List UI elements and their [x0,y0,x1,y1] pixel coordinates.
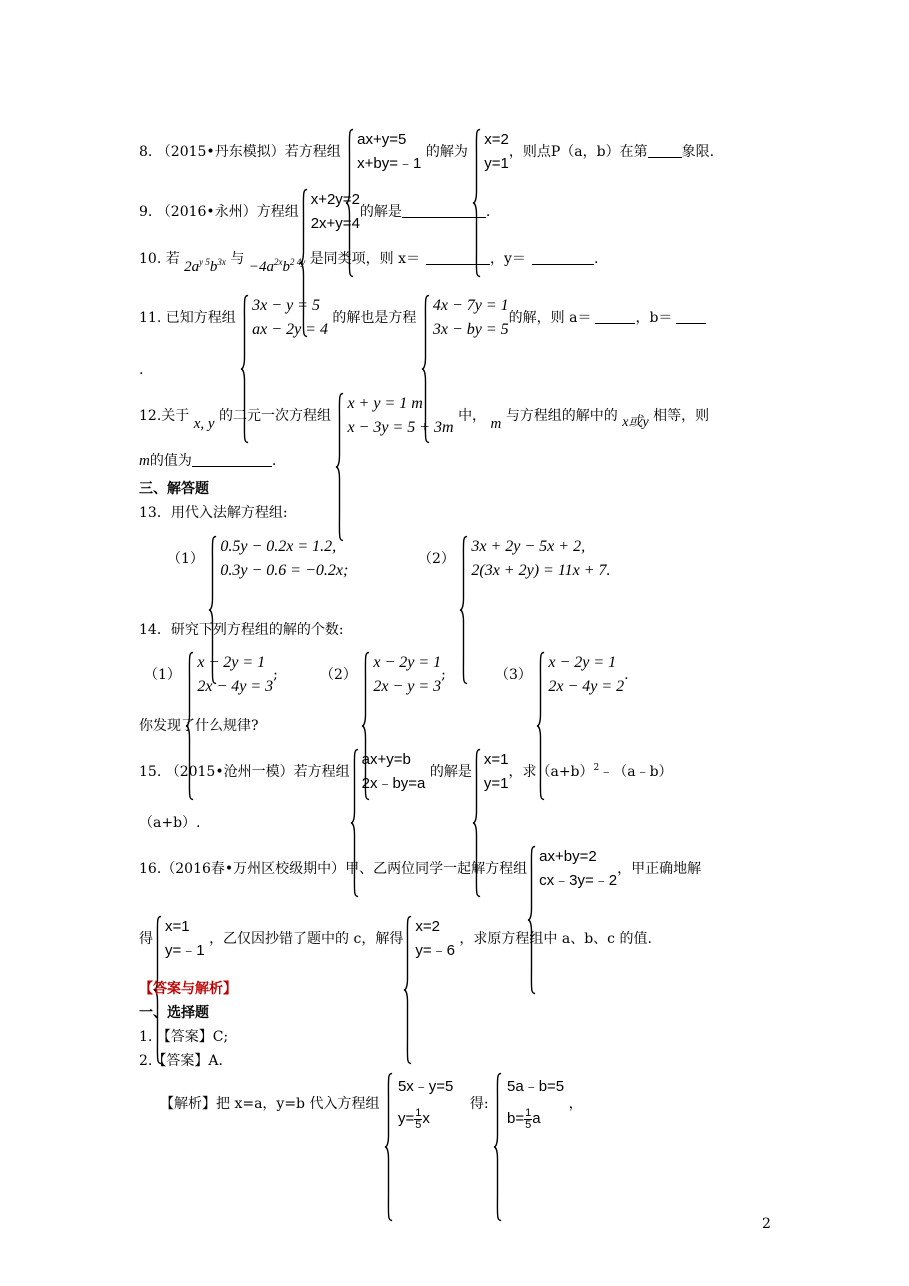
answer-2: 2.【答案】A. [139,1053,223,1069]
solution-system: x=1 y=﹣1 [153,915,205,963]
term-2: $-4a^{2x}b^{2 4y}$ [248,257,306,275]
question-16: 16.（2016春•万州区校级期中）甲、乙两位同学一起解方程组 ax+by=2 cx﹣3y=﹣2 ，甲正确地解 [139,845,701,893]
question-14-prompt: 你发现了什么规律? [139,718,259,734]
question-14-title: 14．研究下列方程组的解的个数: [139,622,344,638]
question-8: 8. （2015•丹东模拟）若方程组 ax+y=5 x+by=﹣1 的解为 x=2 y=1 ，则点P（a，b）在第 象限. [139,128,714,176]
brace-icon [335,392,344,542]
question-15: 15. （2015•沧州一模）若方程组 ax+y=b 2x﹣by=a 的解是 x=1 y=1 ，求$(a+b)^2﹣(a﹣b)$ [139,748,673,796]
fraction: $\frac{1}{5}$ [415,1106,422,1131]
question-11: 11. 已知方程组 3x − y = 5 ax − 2y = 4 的解也是方程 4x − 7y = 1 3x − by = 5 的解，则 a＝ ，b＝ [139,294,706,342]
question-15-line2: （a+b）. [139,815,201,831]
equation-system: x − 2y = 1 2x − y = 3 [361,651,441,699]
equation-system: 3x + 2y − 5x + 2, 2(3x + 2y) = 11x + 7. [459,535,610,583]
question-11-continuation: . [139,362,144,378]
solution-system: x=1 y=1 [472,748,509,796]
question-9: 9. （2016•永州）方程组 x+2y=2 2x+y=4 的解是 . [139,188,490,236]
brace-icon [459,535,468,685]
question-13-part2: （2） 3x + 2y − 5x + 2, 2(3x + 2y) = 11x + 7. [418,535,611,583]
question-14-part1: （1） x − 2y = 1 2x − 4y = 3 ; [144,651,278,699]
answer-blank-b [676,309,706,324]
equation-system: 4x − 7y = 1 3x − by = 5 [421,294,509,342]
brace-icon [384,1072,393,1222]
equation-system: 3x − y = 5 ax − 2y = 4 [240,294,328,342]
question-12: 12.关于 x, y 的二元一次方程组 x + y = 1 m x − 3y = 5 + 3m 中， m 与方程组的解中的 x或y 相等，则 [139,392,709,440]
page-number: 2 [762,1216,771,1232]
fraction: $\frac{1}{5}$ [525,1106,532,1131]
equation-system: ax+y=5 x+by=﹣1 [345,128,421,176]
equation-system: x + y = 1 m x − 3y = 5 + 3m [335,392,453,440]
equation-system: ax+by=2 cx﹣3y=﹣2 [527,845,617,893]
question-12-line2: m的值为 . [139,453,277,469]
question-10: 10. 若 $2a^{y 5}b^{3x}$ 与 $-4a^{2x}b^{2 4y}$ 是同类项，则 x＝ ，y＝ . [139,251,599,275]
term-1: $2a^{y 5}b^{3x}$ [184,257,226,275]
question-14-part3: （3） x − 2y = 1 2x − 4y = 2 . [495,651,629,699]
question-13-part1: （1） 0.5y − 0.2x = 1.2, 0.3y − 0.6 = −0.2x; [167,535,348,583]
equation-system: x+2y=2 2x+y=4 [299,188,360,236]
answer-blank [648,143,682,158]
brace-icon [403,915,412,1065]
answer-blank [192,452,272,467]
solution-system: x=2 y=﹣6 [403,915,455,963]
section-heading: 三、解答题 [139,481,209,497]
answers-heading: 【答案与解析】 [139,981,237,997]
answer-blank-x [426,250,490,265]
question-16-line2: 得 x=1 y=﹣1 ，乙仅因抄错了题中的 c，解得 x=2 y=﹣6 ，求原方程组中 a、b、c 的值. [139,915,652,963]
equation-system: ax+y=b 2x﹣by=a [350,748,426,796]
answer-blank-a [595,309,635,324]
brace-icon [493,1072,502,1222]
answer-1: 1. 【答案】C; [139,1029,229,1045]
equation-system: 5a﹣b=5 b= $\frac{1}{5}$ a [493,1072,564,1136]
answer-blank [402,203,486,218]
question-14-part2: （2） x − 2y = 1 2x − y = 3 ; [320,651,446,699]
answers-section-heading: 一、选择题 [139,1005,209,1021]
answer-blank-y [532,250,594,265]
solution-system: x=2 y=1 [472,128,509,176]
answer-2-explanation: 【解析】把 x=a，y=b 代入方程组 5x﹣y=5 y= $\frac{1}{5}$ x 得: 5a﹣b=5 b= $\frac{1}{5}$ a ， [160,1072,583,1136]
equation-system: x − 2y = 1 2x − 4y = 2 [536,651,624,699]
question-13-title: 13．用代入法解方程组: [139,505,288,521]
equation-system: x − 2y = 1 2x − 4y = 3 [185,651,273,699]
equation-system: 0.5y − 0.2x = 1.2, 0.3y − 0.6 = −0.2x; [208,535,348,583]
equation-system: 5x﹣y=5 y= $\frac{1}{5}$ x [384,1072,453,1136]
